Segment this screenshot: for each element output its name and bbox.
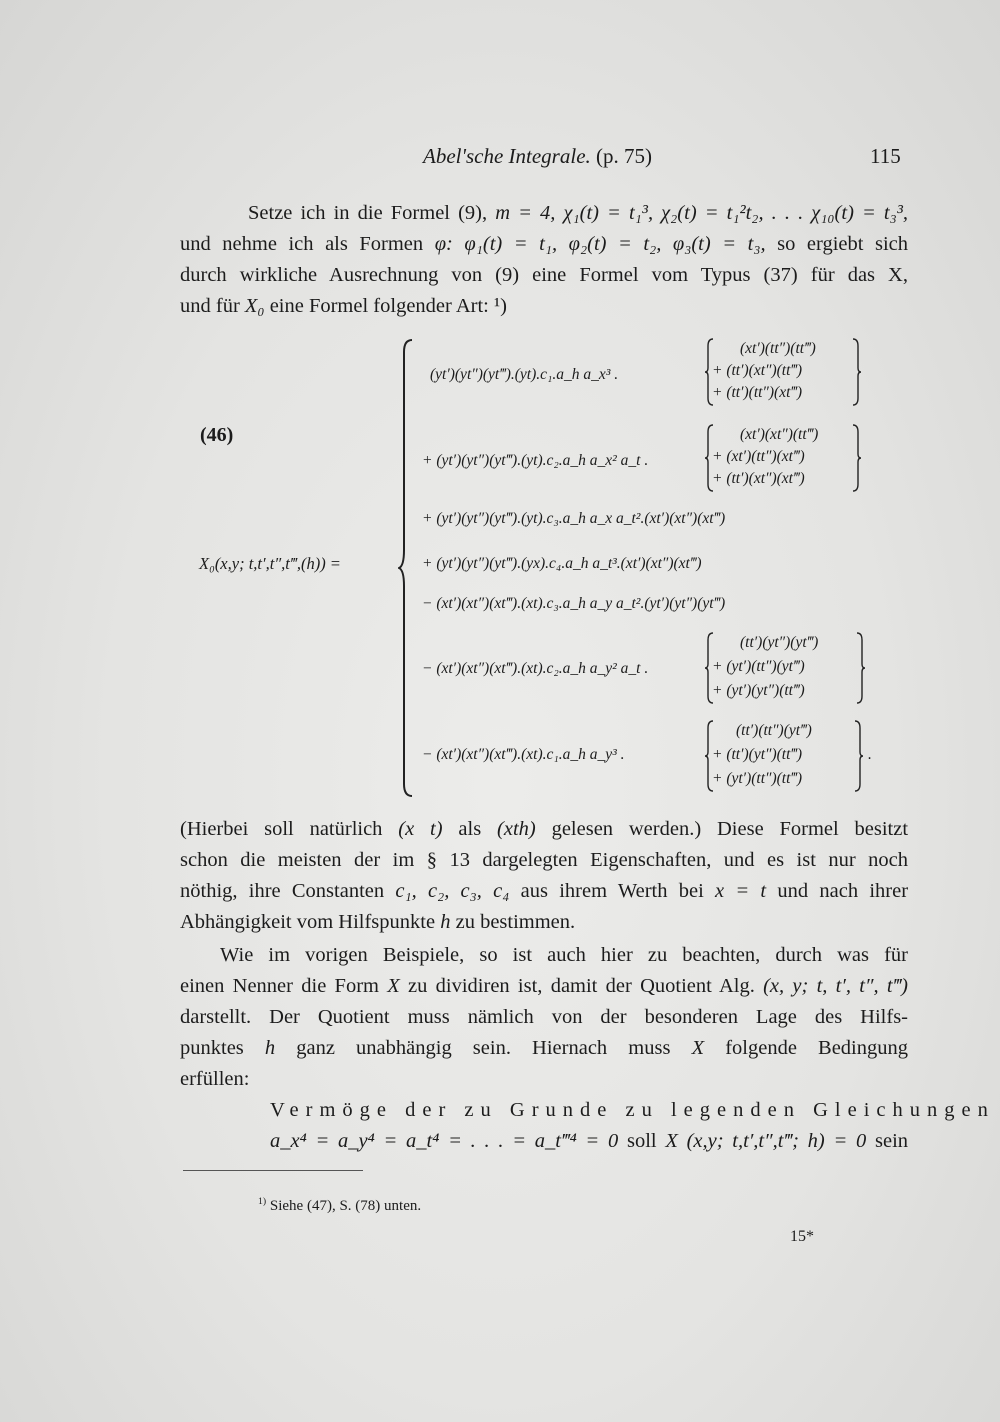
eq-term-7-brace-line-2: + (tt′)(yt″)(tt‴) bbox=[712, 746, 803, 763]
signature-mark: 15* bbox=[790, 1228, 814, 1245]
math: m = 4, χ₁(t) = t₁³, χ₂(t) = t₁²t₂, . . . χ₁₀(t) = t₃³, bbox=[495, 202, 908, 224]
text: nöthig, ihre Constanten bbox=[180, 880, 385, 902]
eq-term-2-brace-line-1: (xt′)(xt″)(tt‴) bbox=[740, 426, 819, 443]
page-number: 115 bbox=[870, 144, 901, 168]
para3-line-6: Vermöge der zu Grunde zu legenden Gleichungen bbox=[270, 1099, 995, 1121]
math: h bbox=[264, 1037, 276, 1059]
text: aus ihrem Werth bei bbox=[520, 880, 704, 902]
eq-term-2-main: + (yt′)(yt″)(yt‴).(yt).c₂.a_h a_x² a_t . bbox=[422, 452, 649, 469]
math: (x t) bbox=[398, 818, 443, 840]
para1-line-4 bbox=[180, 291, 908, 322]
math: (xth) bbox=[497, 818, 536, 840]
text: einen Nenner die Form bbox=[180, 975, 379, 997]
eq-term-2-brace-line-2: + (xt′)(tt″)(xt‴) bbox=[712, 448, 805, 465]
para2-line-1 bbox=[180, 814, 908, 845]
text: so ergiebt sich bbox=[777, 233, 909, 255]
text: soll bbox=[626, 1130, 657, 1152]
text: und nach ihrer bbox=[777, 880, 909, 902]
math: φ: φ₁(t) = t₁, φ₂(t) = t₂, φ₃(t) = t₃, bbox=[434, 233, 766, 255]
eq-term-7-main: − (xt′)(xt″)(xt‴).(xt).c₁.a_h a_y³ . bbox=[422, 746, 625, 763]
math: X₀ bbox=[244, 295, 265, 317]
header-title-ref: (p. 75) bbox=[596, 144, 653, 168]
math: X bbox=[387, 975, 400, 997]
footnote-text: Siehe (47), S. (78) unten. bbox=[269, 1198, 422, 1214]
text: als bbox=[458, 818, 482, 840]
small-brace-right bbox=[852, 338, 862, 406]
para2-line-4 bbox=[180, 907, 908, 938]
para1-line-2 bbox=[180, 229, 908, 260]
para3-line-5: erfüllen: bbox=[180, 1068, 250, 1090]
eq-term-6-main: − (xt′)(xt″)(xt‴).(xt).c₂.a_h a_y² a_t . bbox=[422, 660, 649, 677]
para1-line-1 bbox=[180, 198, 908, 229]
text: und für bbox=[180, 295, 240, 317]
text: zu bestimmen. bbox=[455, 911, 576, 933]
eq-term-6-brace-line-2: + (yt′)(tt″)(yt‴) bbox=[712, 658, 805, 675]
math: X bbox=[691, 1037, 705, 1059]
eq-term-6-brace-line-1: (tt′)(yt″)(yt‴) bbox=[740, 634, 819, 651]
text: punktes bbox=[180, 1037, 244, 1059]
para3-line-1: Wie im vorigen Beispiele, so ist auch hier zu beachten, durch was für bbox=[220, 944, 908, 966]
math: X (x,y; t,t′,t″,t‴; h) = 0 bbox=[665, 1130, 867, 1152]
small-brace-right bbox=[856, 632, 866, 704]
para3-line-3: darstellt. Der Quotient muss nämlich von der besonderen Lage des Hilfs- bbox=[180, 1006, 908, 1028]
para2-line-3 bbox=[180, 876, 908, 907]
eq-term-4: + (yt′)(yt″)(yt‴).(yx).c₄.a_h a_t³.(xt′)(xt″)(xt‴) bbox=[422, 555, 702, 572]
eq-term-1-main: (yt′)(yt″)(yt‴).(yt).c₁.a_h a_x³ . bbox=[430, 366, 619, 383]
math: x = t bbox=[715, 880, 767, 902]
small-brace-right bbox=[852, 424, 862, 492]
small-brace-right bbox=[854, 720, 864, 792]
text: sein bbox=[875, 1130, 909, 1152]
paragraph-2 bbox=[180, 814, 908, 938]
eq-term-3: + (yt′)(yt″)(yt‴).(yt).c₃.a_h a_x a_t².(xt′)(xt″)(xt‴) bbox=[422, 510, 726, 527]
header-title-text: Abel'sche Integrale. bbox=[423, 144, 591, 168]
equation-label: (46) bbox=[200, 424, 234, 446]
eq-term-1-brace-line-1: (xt′)(tt″)(tt‴) bbox=[740, 340, 816, 357]
eq-term-6-brace-line-3: + (yt′)(yt″)(tt‴) bbox=[712, 682, 805, 699]
footnote-rule bbox=[183, 1170, 363, 1171]
footnote-mark: 1) bbox=[258, 1196, 267, 1207]
text: Setze ich in die Formel (9), bbox=[248, 202, 488, 224]
running-header-title bbox=[423, 144, 652, 169]
para1-line-3: durch wirkliche Ausrechnung von (9) eine Formel vom Typus (37) für das X, bbox=[180, 264, 908, 286]
text: eine Formel folgender Art: ¹) bbox=[269, 295, 507, 317]
footnote bbox=[258, 1196, 421, 1215]
text: folgende Bedingung bbox=[725, 1037, 908, 1059]
math: (x, y; t, t′, t″, t‴) bbox=[763, 975, 908, 997]
para3-line-2 bbox=[180, 971, 908, 1002]
math: a_x⁴ = a_y⁴ = a_t⁴ = . . . = a_t‴⁴ = 0 bbox=[270, 1130, 619, 1152]
paragraph-1 bbox=[180, 198, 908, 322]
eq-term-1-brace-line-2: + (tt′)(xt″)(tt‴) bbox=[712, 362, 803, 379]
text: ganz unabhängig sein. Hiernach muss bbox=[296, 1037, 671, 1059]
text: zu dividiren ist, damit der Quotient Alg. bbox=[408, 975, 755, 997]
text: (Hierbei soll natürlich bbox=[180, 818, 383, 840]
eq-term-1-brace-line-3: + (tt′)(tt″)(xt‴) bbox=[712, 384, 803, 401]
math: h bbox=[440, 911, 451, 933]
para3-line-4 bbox=[180, 1033, 908, 1064]
para3-line-7 bbox=[180, 1126, 908, 1157]
equation-lhs: X₀(x,y; t,t′,t″,t‴,(h)) = bbox=[199, 554, 341, 573]
large-left-brace bbox=[398, 338, 414, 798]
text: Abhängigkeit vom Hilfspunkte bbox=[180, 911, 436, 933]
eq-end-period: . bbox=[868, 746, 872, 763]
para2-line-2: schon die meisten der im § 13 dargelegten Eigenschaften, und es ist nur noch bbox=[180, 849, 908, 871]
eq-term-7-brace-line-3: + (yt′)(tt″)(tt‴) bbox=[712, 770, 803, 787]
eq-term-2-brace-line-3: + (tt′)(xt″)(xt‴) bbox=[712, 470, 805, 487]
text: gelesen werden.) Diese Formel besitzt bbox=[551, 818, 909, 840]
eq-term-5: − (xt′)(xt″)(xt‴).(xt).c₃.a_h a_y a_t².(yt′)(yt″)(yt‴) bbox=[422, 595, 726, 612]
eq-term-7-brace-line-1: (tt′)(tt″)(yt‴) bbox=[736, 722, 812, 739]
text: und nehme ich als Formen bbox=[180, 233, 424, 255]
paragraph-3 bbox=[180, 940, 995, 1157]
math: c₁, c₂, c₃, c₄ bbox=[395, 880, 510, 902]
